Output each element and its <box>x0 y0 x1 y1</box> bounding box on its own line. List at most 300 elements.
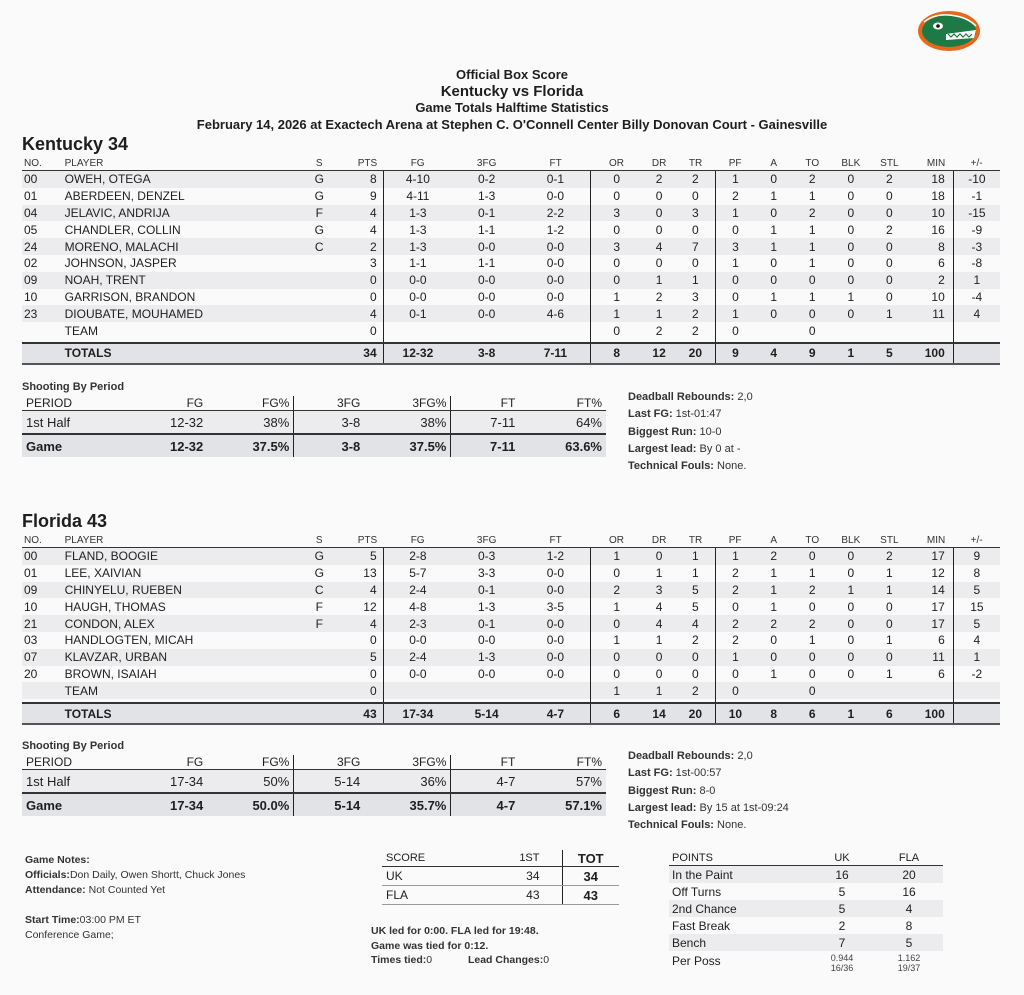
cell-tfg: 0-3 <box>452 548 521 565</box>
total-name: TOTALS <box>65 703 306 724</box>
points-cell: Bench <box>669 934 809 951</box>
total-tfg: 3-8 <box>452 343 521 364</box>
cell-min <box>909 322 954 339</box>
points-row <box>669 866 943 884</box>
total-pf: 10 <box>716 703 755 724</box>
info-line <box>628 441 753 458</box>
cell-fg <box>383 322 452 339</box>
cell-tfg: 0-0 <box>477 289 496 304</box>
points-cell: Fast Break <box>672 918 731 933</box>
shooting-cell: 17-34 <box>115 793 208 816</box>
shooting-header-cell: 3FG% <box>364 396 451 411</box>
cell-s <box>306 255 332 272</box>
total-pts: 43 <box>332 703 383 724</box>
cell-dr: 2 <box>655 289 663 304</box>
total-fg: 17-34 <box>383 703 452 724</box>
cell-dr: 0 <box>643 649 675 666</box>
total-pm <box>953 343 1000 364</box>
shooting-cell: 36% <box>364 770 451 794</box>
column-header-blk: BLK <box>832 533 871 548</box>
total-no <box>22 703 65 724</box>
column-header-name: PLAYER <box>65 533 306 548</box>
kentucky-team-title: Kentucky 34 <box>22 134 129 154</box>
shooting-cell: 37.5% <box>207 434 294 457</box>
column-header-stl: STL <box>870 156 909 171</box>
shooting-header-cell: FG <box>115 396 208 411</box>
info-value: 1st-01:47 <box>672 408 722 421</box>
cell-ft: 0-0 <box>521 289 590 306</box>
cell-to: 0 <box>793 649 832 666</box>
cell-to: 0 <box>793 272 832 289</box>
cell-pf: 3 <box>716 238 755 255</box>
officials-label: Officials: <box>25 869 70 881</box>
cell-fg: 0-0 <box>409 666 427 681</box>
info-label: Technical Fouls: <box>628 819 714 832</box>
game-date-venue: February 14, 2026 at Exactech Arena at Stephen C. O'Connell Center Billy Donovan Court - Gainesville <box>196 117 828 132</box>
player-row <box>22 598 1000 615</box>
column-header-pts: PTS <box>332 533 383 548</box>
cell-ft: 4-6 <box>521 305 590 322</box>
florida-box-score-table <box>22 533 1000 725</box>
cell-dr: 3 <box>643 582 675 599</box>
cell-pm: 1 <box>953 649 1000 666</box>
cell-stl: 1 <box>886 633 893 648</box>
gator-logo-icon <box>916 8 982 54</box>
shooting-cell: 5-14 <box>294 770 364 794</box>
total-dr: 14 <box>643 703 675 724</box>
cell-min: 11 <box>909 649 954 666</box>
cell-pm: -8 <box>971 256 983 271</box>
cell-tfg: 0-1 <box>452 615 521 632</box>
info-value: 10-0 <box>696 425 722 438</box>
cell-fg: 1-3 <box>409 222 427 237</box>
game-notes-title: Game Notes: <box>25 854 90 866</box>
cell-to: 1 <box>808 566 816 581</box>
cell-pm: 4 <box>973 633 981 648</box>
cell-a: 1 <box>770 222 778 237</box>
shooting-header-cell: FG <box>115 755 208 770</box>
shooting-cell: Game <box>22 434 115 457</box>
player-row <box>22 615 1000 632</box>
stats-subtitle: Game Totals Halftime Statistics <box>415 100 609 115</box>
lead-summary <box>371 924 549 968</box>
cell-min: 6 <box>909 666 954 683</box>
cell-no: 02 <box>24 256 38 271</box>
cell-or: 3 <box>590 205 643 222</box>
total-dr: 12 <box>643 343 675 364</box>
cell-a: 2 <box>754 615 793 632</box>
total-blk: 1 <box>832 703 871 724</box>
cell-min: 17 <box>909 598 954 615</box>
cell-pm: 4 <box>953 305 1000 322</box>
cell-tr: 0 <box>675 666 716 683</box>
kentucky-shooting-table <box>22 396 606 457</box>
cell-to: 2 <box>793 615 832 632</box>
info-label: Last FG: <box>628 408 673 421</box>
total-pf: 9 <box>716 343 755 364</box>
player-row <box>22 289 1000 306</box>
cell-pts: 5 <box>332 649 383 666</box>
points-cell: 16 <box>809 866 875 884</box>
cell-or: 2 <box>590 582 643 599</box>
cell-tfg <box>452 682 521 699</box>
cell-pm: 9 <box>953 548 1000 565</box>
points-cell: Off Turns <box>672 884 722 899</box>
cell-name: JELAVIC, ANDRIJA <box>65 205 306 222</box>
cell-fg: 1-3 <box>383 205 452 222</box>
cell-pf: 0 <box>716 682 755 699</box>
cell-pf: 1 <box>716 649 755 666</box>
cell-pm: -1 <box>971 189 983 204</box>
cell-blk: 0 <box>832 205 871 222</box>
cell-blk: 0 <box>847 666 855 681</box>
column-header-pf: PF <box>716 156 755 171</box>
cell-min: 2 <box>909 272 954 289</box>
cell-pf: 0 <box>732 599 739 614</box>
cell-pf: 0 <box>732 222 739 237</box>
cell-name: CHINYELU, RUEBEN <box>65 582 306 599</box>
cell-ft: 0-0 <box>521 582 590 599</box>
start-time-value: 03:00 PM ET <box>79 914 141 926</box>
cell-pf: 1 <box>716 205 755 222</box>
cell-no: 04 <box>22 205 65 222</box>
cell-fg: 1-3 <box>383 238 452 255</box>
cell-fg: 4-8 <box>409 599 427 614</box>
cell-ft: 0-0 <box>521 255 590 272</box>
cell-pm: 5 <box>953 615 1000 632</box>
cell-s: F <box>306 615 332 632</box>
kentucky-shooting-title: Shooting By Period <box>22 381 125 393</box>
cell-dr: 4 <box>643 238 675 255</box>
cell-pts: 4 <box>332 305 383 322</box>
score-header-cell: TOT <box>562 850 619 867</box>
cell-or: 1 <box>590 305 643 322</box>
info-value: 2,0 <box>734 391 753 403</box>
cell-dr: 0 <box>643 548 675 565</box>
cell-blk: 0 <box>832 272 871 289</box>
cell-ft <box>521 322 590 339</box>
lead-changes-label: Lead Changes: <box>467 954 544 966</box>
cell-to: 2 <box>793 171 832 188</box>
cell-a: 0 <box>754 305 793 322</box>
cell-fg: 0-0 <box>383 272 452 289</box>
cell-pm: -15 <box>953 205 1000 222</box>
cell-tr: 1 <box>675 272 716 289</box>
cell-stl: 0 <box>886 289 893 304</box>
column-header-a: A <box>754 533 793 548</box>
cell-or: 3 <box>590 238 643 255</box>
shooting-cell: 3-8 <box>294 434 364 457</box>
cell-tr: 0 <box>675 221 716 238</box>
cell-name: JOHNSON, JASPER <box>64 256 177 271</box>
shooting-cell: 1st Half <box>22 770 115 794</box>
cell-to: 1 <box>808 256 816 271</box>
cell-s <box>306 649 332 666</box>
score-header-cell: SCORE <box>382 850 502 867</box>
total-ft: 7-11 <box>521 343 590 364</box>
column-header-dr: DR <box>643 533 675 548</box>
kentucky-game-info <box>628 389 753 475</box>
info-line <box>628 389 753 406</box>
info-line <box>628 424 753 441</box>
cell-ft: 1-2 <box>521 548 590 565</box>
cell-min <box>909 682 954 699</box>
info-label: Biggest Run: <box>628 425 697 438</box>
cell-tr: 1 <box>675 548 716 565</box>
points-breakdown-table <box>669 850 943 973</box>
player-row <box>22 565 1000 582</box>
cell-blk: 0 <box>832 171 871 188</box>
player-row <box>22 548 1000 565</box>
cell-dr: 1 <box>643 272 675 289</box>
score-header-row <box>382 850 619 867</box>
total-tr: 20 <box>675 703 716 724</box>
cell-to: 0 <box>793 305 832 322</box>
cell-tr: 2 <box>675 632 716 649</box>
points-header-cell: UK <box>809 850 875 866</box>
cell-pts: 0 <box>332 682 383 699</box>
cell-dr: 2 <box>643 171 675 188</box>
cell-min: 17 <box>909 548 954 565</box>
cell-blk: 0 <box>847 633 855 648</box>
cell-fg <box>383 682 452 699</box>
cell-or: 1 <box>613 599 621 614</box>
shooting-cell: 37.5% <box>364 434 451 457</box>
cell-tfg: 1-1 <box>477 222 496 237</box>
cell-name: GARRISON, BRANDON <box>64 289 196 304</box>
cell-pts: 9 <box>332 188 383 205</box>
per-poss-uk-value: 0.944 <box>830 953 854 963</box>
total-or: 8 <box>590 343 643 364</box>
column-header-fg: FG <box>383 533 452 548</box>
cell-s: G <box>306 171 332 188</box>
points-cell: 7 <box>809 934 875 951</box>
info-value: 8-0 <box>696 784 716 797</box>
column-header-no: NO. <box>22 533 65 548</box>
cell-name: KLAVZAR, URBAN <box>65 649 306 666</box>
shooting-cell: 12-32 <box>115 434 208 457</box>
points-cell: 4 <box>875 900 943 917</box>
shooting-header-cell: FT% <box>519 396 606 411</box>
cell-stl: 1 <box>886 566 893 581</box>
doc-title: Official Box Score <box>456 67 568 82</box>
cell-ft: 0-0 <box>521 272 590 289</box>
cell-pf: 1 <box>716 548 755 565</box>
cell-pf: 2 <box>732 566 739 581</box>
game-notes <box>25 853 245 943</box>
shooting-cell: 1st Half <box>22 411 115 435</box>
cell-pf: 0 <box>732 666 739 681</box>
cell-blk: 0 <box>847 256 855 271</box>
cell-stl <box>870 682 909 699</box>
total-or: 6 <box>590 703 643 724</box>
column-header-tfg: 3FG <box>452 533 521 548</box>
column-header-pm: +/- <box>953 533 1000 548</box>
total-no <box>22 343 65 364</box>
cell-stl <box>870 322 909 339</box>
column-header-tr: TR <box>675 156 716 171</box>
cell-s: F <box>306 205 332 222</box>
cell-name: TEAM <box>64 323 98 338</box>
officials-line <box>25 868 245 883</box>
score-by-period-table <box>382 850 619 905</box>
shooting-header-cell: FG% <box>207 396 294 411</box>
cell-name: CHANDLER, COLLIN <box>64 222 181 237</box>
cell-dr: 0 <box>655 666 663 681</box>
cell-blk: 0 <box>847 189 855 204</box>
cell-name: DIOUBATE, MOUHAMED <box>65 305 306 322</box>
cell-s <box>306 682 332 699</box>
cell-pm: 8 <box>973 566 981 581</box>
cell-blk: 0 <box>847 599 855 614</box>
points-row <box>669 917 943 934</box>
kentucky-box-score-table <box>22 156 1000 365</box>
shooting-half-row <box>22 770 606 794</box>
score-cell: 34 <box>562 867 619 886</box>
cell-tr: 2 <box>675 682 716 699</box>
cell-tfg: 0-2 <box>452 171 521 188</box>
column-header-fg: FG <box>383 156 452 171</box>
shooting-header-row <box>22 755 606 770</box>
info-label: Technical Fouls: <box>628 460 714 473</box>
cell-a: 1 <box>770 189 778 204</box>
cell-fg: 2-8 <box>383 548 452 565</box>
cell-a: 0 <box>754 649 793 666</box>
shooting-cell: 38% <box>364 411 451 435</box>
cell-min: 6 <box>909 255 954 272</box>
player-row <box>22 205 1000 222</box>
cell-pts: 4 <box>332 205 383 222</box>
cell-min: 12 <box>909 565 954 582</box>
cell-or: 1 <box>613 289 621 304</box>
cell-no: 03 <box>24 633 38 648</box>
total-a: 8 <box>754 703 793 724</box>
cell-tr: 0 <box>675 188 716 205</box>
shooting-cell: 50.0% <box>207 793 294 816</box>
cell-to: 1 <box>793 238 832 255</box>
cell-blk: 0 <box>832 238 871 255</box>
cell-tr: 5 <box>675 598 716 615</box>
cell-s <box>306 632 332 649</box>
column-header-or: OR <box>590 156 643 171</box>
cell-blk: 0 <box>832 615 871 632</box>
per-poss-fla-value: 1.162 <box>897 953 921 963</box>
cell-name: MORENO, MALACHI <box>65 238 306 255</box>
total-fg: 12-32 <box>383 343 452 364</box>
cell-blk <box>832 322 871 339</box>
total-min: 100 <box>909 343 954 364</box>
total-pts: 34 <box>332 343 383 364</box>
info-label: Deadball Rebounds: <box>628 391 735 403</box>
cell-ft: 0-0 <box>521 188 590 205</box>
florida-shooting-table <box>22 755 606 816</box>
cell-a: 0 <box>770 633 778 648</box>
cell-no: 00 <box>22 171 65 188</box>
cell-tfg <box>452 322 521 339</box>
per-poss-uk <box>809 951 875 973</box>
cell-pts: 4 <box>332 615 383 632</box>
points-row <box>669 883 943 900</box>
score-row <box>382 867 619 886</box>
cell-blk: 0 <box>832 305 871 322</box>
column-header-or: OR <box>590 533 643 548</box>
cell-no <box>22 682 65 699</box>
cell-dr: 1 <box>655 633 663 648</box>
cell-tfg: 1-3 <box>452 649 521 666</box>
cell-min: 18 <box>909 171 954 188</box>
cell-or: 0 <box>613 222 621 237</box>
points-row <box>669 934 943 951</box>
shooting-cell: 35.7% <box>364 793 451 816</box>
cell-pts: 0 <box>332 289 383 306</box>
info-label: Last FG: <box>628 767 673 780</box>
column-header-pf: PF <box>716 533 755 548</box>
cell-blk <box>832 682 871 699</box>
cell-or: 0 <box>590 615 643 632</box>
info-value: By 15 at 1st-09:24 <box>696 801 789 814</box>
cell-s: C <box>306 582 332 599</box>
cell-fg: 0-0 <box>409 633 427 648</box>
player-row <box>22 582 1000 599</box>
total-min: 100 <box>909 703 954 724</box>
player-row <box>22 666 1000 683</box>
column-header-tr: TR <box>675 533 716 548</box>
cell-pf: 0 <box>732 289 739 304</box>
cell-min: 16 <box>909 221 954 238</box>
shooting-header-cell: FT <box>451 396 519 411</box>
cell-or: 0 <box>590 272 643 289</box>
player-row <box>22 171 1000 188</box>
cell-or: 1 <box>590 682 643 699</box>
cell-a: 0 <box>754 272 793 289</box>
score-cell: 43 <box>562 886 619 905</box>
cell-to: 0 <box>808 599 816 614</box>
column-header-to: TO <box>793 533 832 548</box>
totals-row <box>22 703 1000 724</box>
cell-stl: 2 <box>870 548 909 565</box>
per-poss-label: Per Poss <box>672 954 721 968</box>
cell-or: 0 <box>613 189 621 204</box>
shooting-header-cell: FT <box>451 755 519 770</box>
cell-pm: 1 <box>953 272 1000 289</box>
cell-s: F <box>315 599 323 614</box>
info-value: None. <box>713 819 747 832</box>
shooting-half-row <box>22 411 606 435</box>
player-row <box>22 188 1000 205</box>
points-row <box>669 900 943 917</box>
cell-pf: 1 <box>732 256 739 271</box>
info-line <box>628 458 753 475</box>
ties-changes-line <box>371 953 549 968</box>
cell-pf: 1 <box>716 305 755 322</box>
start-time-line <box>25 913 245 928</box>
shooting-cell: 57% <box>519 770 606 794</box>
cell-blk: 0 <box>847 566 855 581</box>
cell-dr: 2 <box>655 323 663 338</box>
cell-min: 17 <box>909 615 954 632</box>
cell-pts: 4 <box>332 582 383 599</box>
cell-s: G <box>306 548 332 565</box>
cell-fg: 5-7 <box>409 566 427 581</box>
cell-stl: 0 <box>870 615 909 632</box>
start-time-label: Start Time: <box>25 914 80 926</box>
cell-a: 1 <box>770 566 778 581</box>
player-row <box>22 272 1000 289</box>
cell-fg: 4-10 <box>383 171 452 188</box>
totals-row <box>22 343 1000 364</box>
cell-pm <box>953 322 1000 339</box>
cell-blk: 1 <box>832 582 871 599</box>
